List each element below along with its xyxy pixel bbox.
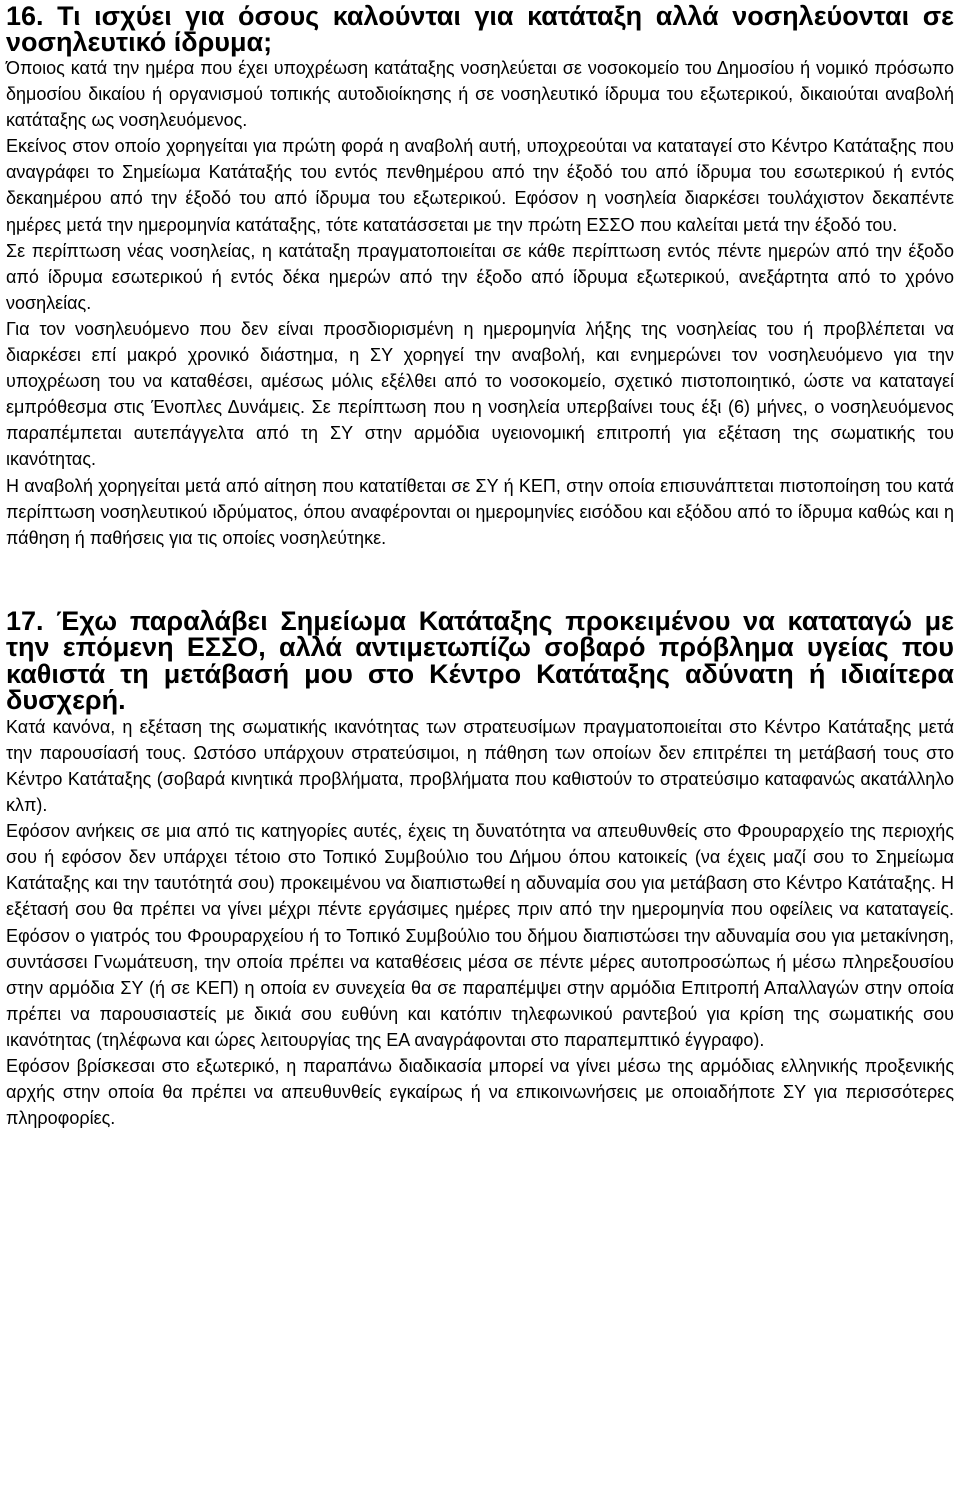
section-17-paragraph: Εφόσον βρίσκεσαι στο εξωτερικό, η παραπάνω διαδικασία μπορεί να γίνει μέσω της αρμόδιας ελληνικής προξενικής αρχής στην οποία θα πρέπει να απευθυνθείς εγκαίρως ή να επικοινωνήσεις με οποιαδήποτε ΣΥ για περισσότερες πληροφορίες.: [6, 1056, 954, 1129]
section-16-title: 16. Τι ισχύει για όσους καλούνται για κατάταξη αλλά νοσηλεύονται σε νοσηλευτικό ίδρυμα;: [6, 1, 954, 57]
section-17-paragraph: Εφόσον ανήκεις σε μια από τις κατηγορίες αυτές, έχεις τη δυνατότητα να απευθυνθείς στο Φρουραρχείο της περιοχής σου ή εφόσον δεν υπάρχει τέτοιο στο Τοπικό Συμβούλιο του Δήμου όπου κατοικείς (να έχεις μαζί σου το Σημείωμα Κατάταξης και την ταυτότητά σου) προκειμένου να διαπιστωθεί η αδυναμία σου για μετάβαση στο Κέντρο Κατάταξης. Η εξέτασή σου θα πρέπει να γίνει μέχρι πέντε εργάσιμες ημέρες πριν από την ημερομηνία που οφείλεις να καταταγείς. Εφόσον ο γιατρός του Φρουραρχείου ή το Τοπικό Συμβούλιο του δήμου διαπιστώσει την αδυναμία σου για μετακίνηση, συντάσσει Γνωμάτευση, την οποία πρέπει να καταθέσεις μέσα σε πέντε μέρες αυτοπροσώπως ή μέσω πληρεξουσίου στην αρμόδια ΣΥ (ή σε ΚΕΠ) η οποία εν συνεχεία θα σε παραπέμψει στην αρμόδια Επιτροπή Απαλλαγών στην οποία πρέπει να παρουσιαστείς με δικιά σου ευθύνη και κατόπιν τηλεφωνικού ραντεβού για κρίση της σωματικής σου ικανότητας (τηλέφωνα και ώρες λειτουργίας της ΕΑ αναγράφονται στο παραπεμπτικό έγγραφο).: [6, 821, 954, 1050]
section-16-paragraph: Για τον νοσηλευόμενο που δεν είναι προσδιορισμένη η ημερομηνία λήξης της νοσηλείας του ή προβλέπεται να διαρκέσει επί μακρό χρονικό διάστημα, η ΣΥ χορηγεί την αναβολή, και ενημερώνει τον νοσηλευόμενο για την υποχρέωση του να καταθέσει, αμέσως μόλις εξέλθει από το νοσοκομείο, σχετικό πιστοποιητικό, ώστε να καταταγεί εμπρόθεσμα στις Ένοπλες Δυνάμεις. Σε περίπτωση που η νοσηλεία υπερβαίνει τους έξι (6) μήνες, ο νοσηλευόμενος παραπέμπεται αυτεπάγγελτα από τη ΣΥ στην αρμόδια υγειονομική επιτροπή για εξέταση της σωματικής του ικανότητας.: [6, 318, 954, 470]
section-16-paragraph: Εκείνος στον οποίο χορηγείται για πρώτη φορά η αναβολή αυτή, υποχρεούται να καταταγεί στο Κέντρο Κατάταξης που αναγράφει το Σημείωμα Κατάταξής του εντός πενθημέρου από την έξοδό του από ίδρυμα του εσωτερικού ή εντός δεκαημέρου από την έξοδό του από ίδρυμα του εξωτερικού. Εφόσον η νοσηλεία διαρκέσει τουλάχιστον δεκαπέντε ημέρες μετά την ημερομηνία κατάταξης, τότε κατατάσσεται με την πρώτη ΕΣΣΟ που καλείται μετά την έξοδό του.: [6, 136, 954, 235]
section-16-paragraph: Σε περίπτωση νέας νοσηλείας, η κατάταξη πραγματοποιείται σε κάθε περίπτωση εντός πέντε ημερών από την έξοδο από ίδρυμα εσωτερικού ή εντός δέκα ημερών από την έξοδο από ίδρυμα εξωτερικού, ανεξάρτητα από το χρόνο νοσηλείας.: [6, 240, 954, 313]
section-16-paragraph: Η αναβολή χορηγείται μετά από αίτηση που κατατίθεται σε ΣΥ ή ΚΕΠ, στην οποία επισυνάπτεται πιστοποίηση του κατά περίπτωση νοσηλευτικού ιδρύματος, όπου αναφέρονται οι ημερομηνίες εισόδου και εξόδου από το ίδρυμα καθώς και η πάθηση ή παθήσεις για τις οποίες νοσηλεύτηκε.: [6, 475, 954, 548]
section-16-paragraph: Όποιος κατά την ημέρα που έχει υποχρέωση κατάταξης νοσηλεύεται σε νοσοκομείο του Δημοσίου ή νομικό πρόσωπο δημοσίου δικαίου ή οργανισμού τοπικής αυτοδιοίκησης ή σε νοσηλευτικό ίδρυμα του εξωτερικού, δικαιούται αναβολή κατάταξης ως νοσηλευόμενος.: [6, 58, 954, 131]
section-17: [6, 605, 954, 1132]
section-17-title: 17. Έχω παραλάβει Σημείωμα Κατάταξης προκειμένου να καταταγώ με την επόμενη ΕΣΣΟ, αλλά αντιμετωπίζω σοβαρό πρόβλημα υγείας που καθιστά τη μετάβασή μου στο Κέντρο Κατάταξης αδύνατη ή ιδιαίτερα δυσχερή.: [6, 605, 954, 716]
section-16: [6, 0, 954, 551]
section-17-paragraph: Κατά κανόνα, η εξέταση της σωματικής ικανότητας των στρατευσίμων πραγματοποιείται στο Κέντρο Κατάταξης μετά την παρουσίασή τους. Ωστόσο υπάρχουν στρατεύσιμοι, η πάθηση των οποίων δεν επιτρέπει τη μετάβασή τους στο Κέντρο Κατάταξης (σοβαρά κινητικά προβλήματα, προβλήματα που καθιστούν το στρατεύσιμο καταφανώς ακατάλληλο κλπ).: [6, 716, 954, 816]
